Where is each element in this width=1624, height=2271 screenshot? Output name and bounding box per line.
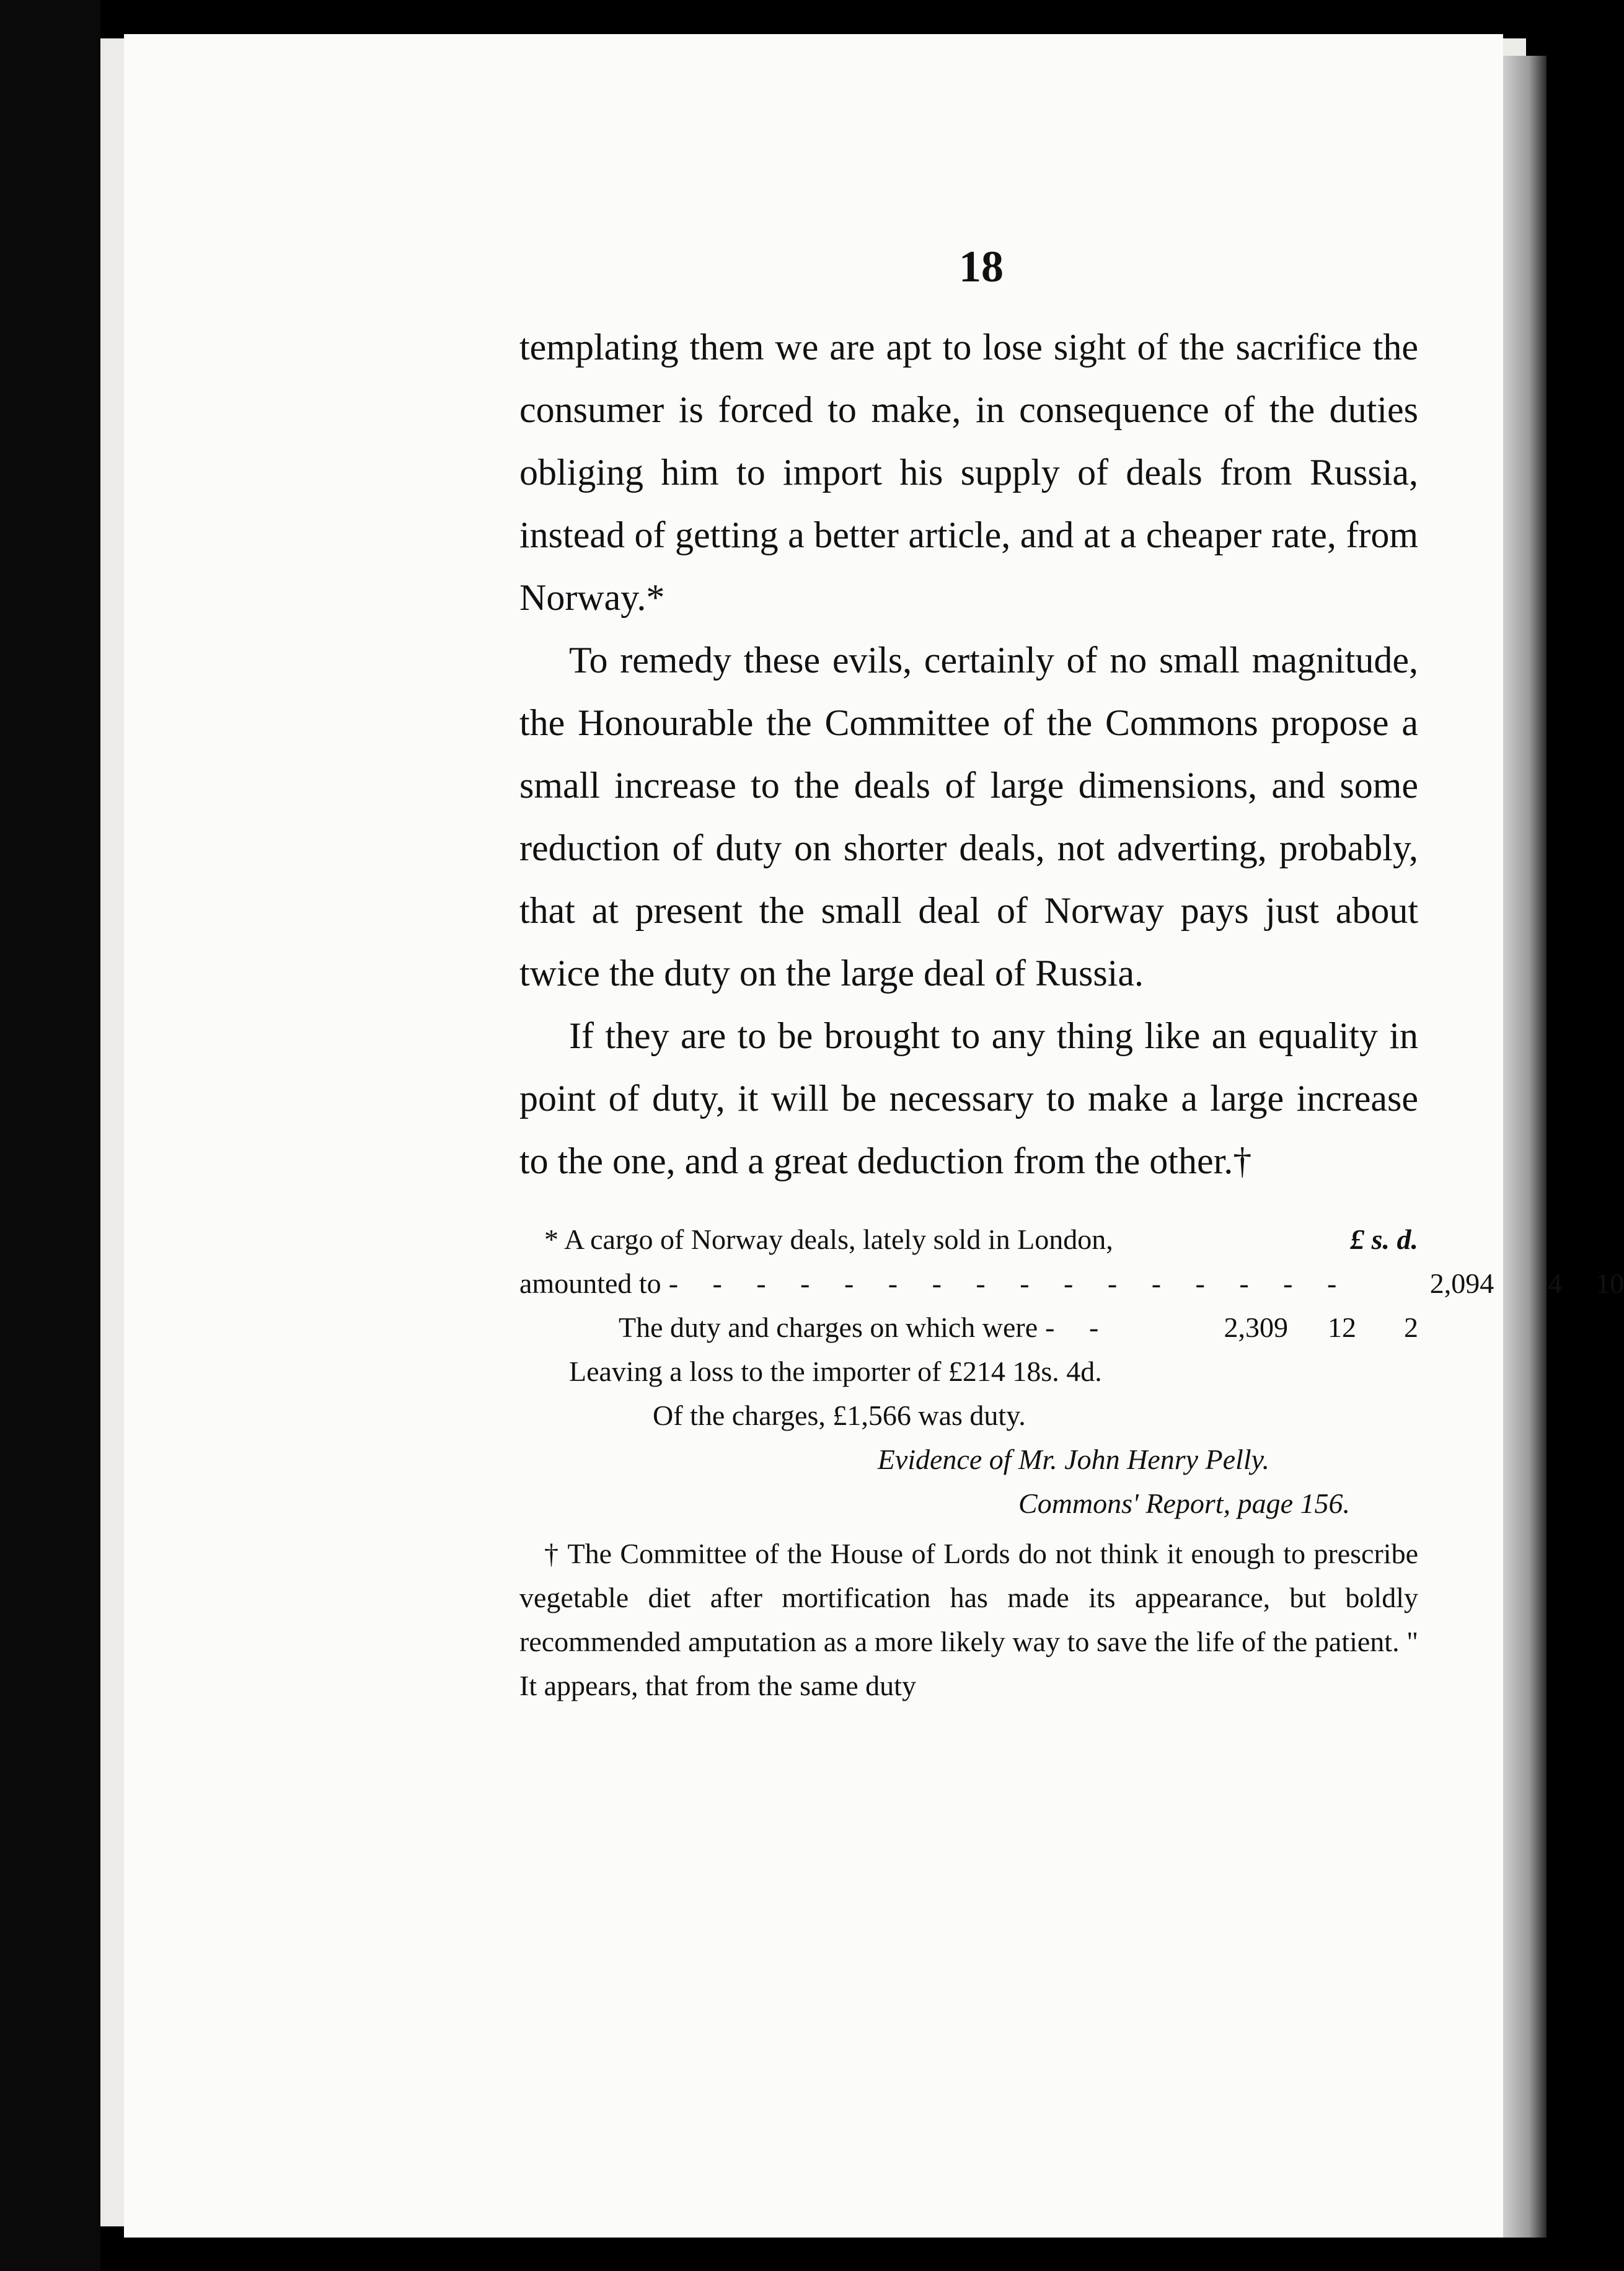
leader-dots: - - - - - - - - - - - - - - - -	[668, 1268, 1351, 1299]
page-right-edge	[1503, 56, 1547, 2238]
evidence-citation: Evidence of Mr. John Henry Pelly.	[877, 1444, 1269, 1475]
paragraph-3: If they are to be brought to any thing like an equality in point of duty, it will be necessary to make a large increase to the one, and a great deduction from the other.†	[519, 1015, 1418, 1181]
charges-line: Of the charges, £1,566 was duty.	[653, 1400, 1026, 1431]
ledger-pence: 2	[1404, 1312, 1418, 1343]
report-citation: Commons' Report, page 156.	[1018, 1488, 1350, 1519]
loss-line: Leaving a loss to the importer of £214 18s. 4d.	[569, 1356, 1102, 1387]
footnote-dagger	[519, 1532, 1418, 1708]
ledger-row-amount	[519, 1261, 1624, 1305]
scan-left-margin	[0, 0, 100, 2271]
footnotes	[519, 1217, 1624, 1708]
footnote-star-header	[519, 1217, 1418, 1261]
page-number: 18	[959, 242, 1004, 291]
ledger-pounds: 2,309	[1224, 1312, 1288, 1343]
pence-column-header: d.	[1397, 1224, 1418, 1255]
paragraph-2: To remedy these evils, certainly of no small magnitude, the Honourable the Committee of the Commons propose a small increase to the deals of large dimensions, and some reduction of duty on shorter deals, not adverting, probably, that at present the small deal of Norway pays just about twice the duty on the large deal of Russia.	[519, 640, 1418, 994]
ledger-pence: 10	[1595, 1268, 1624, 1299]
ledger-label: amounted to	[519, 1268, 661, 1299]
paragraph-1: templating them we are apt to lose sight of the sacrifice the consumer is forced to make, in consequence of the duties obliging him to import his supply of deals from Russia, instead of getting a better article, and at a cheaper rate, from Norway.*	[519, 327, 1418, 618]
body-text	[519, 316, 1418, 1193]
ledger-label: The duty and charges on which were	[619, 1312, 1038, 1343]
ledger-pounds: 2,094	[1429, 1268, 1494, 1299]
page-content	[519, 239, 1624, 1708]
ledger-shillings: 4	[1548, 1268, 1563, 1299]
ledger-row-duty	[519, 1305, 1418, 1349]
pounds-column-header: £	[1350, 1224, 1365, 1255]
shillings-column-header: s.	[1371, 1224, 1390, 1255]
footnote-star-intro: * A cargo of Norway deals, lately sold in London,	[544, 1224, 1113, 1255]
leader-dots: - -	[1045, 1312, 1113, 1343]
ledger-shillings: 12	[1328, 1312, 1356, 1343]
footnote-dagger-text: † The Committee of the House of Lords do not think it enough to prescribe vegetable diet after mortification has made its appearance, but boldly recommended amputation as a more likely way to save the life of the patient. " It appears, that from the same duty	[519, 1538, 1418, 1701]
